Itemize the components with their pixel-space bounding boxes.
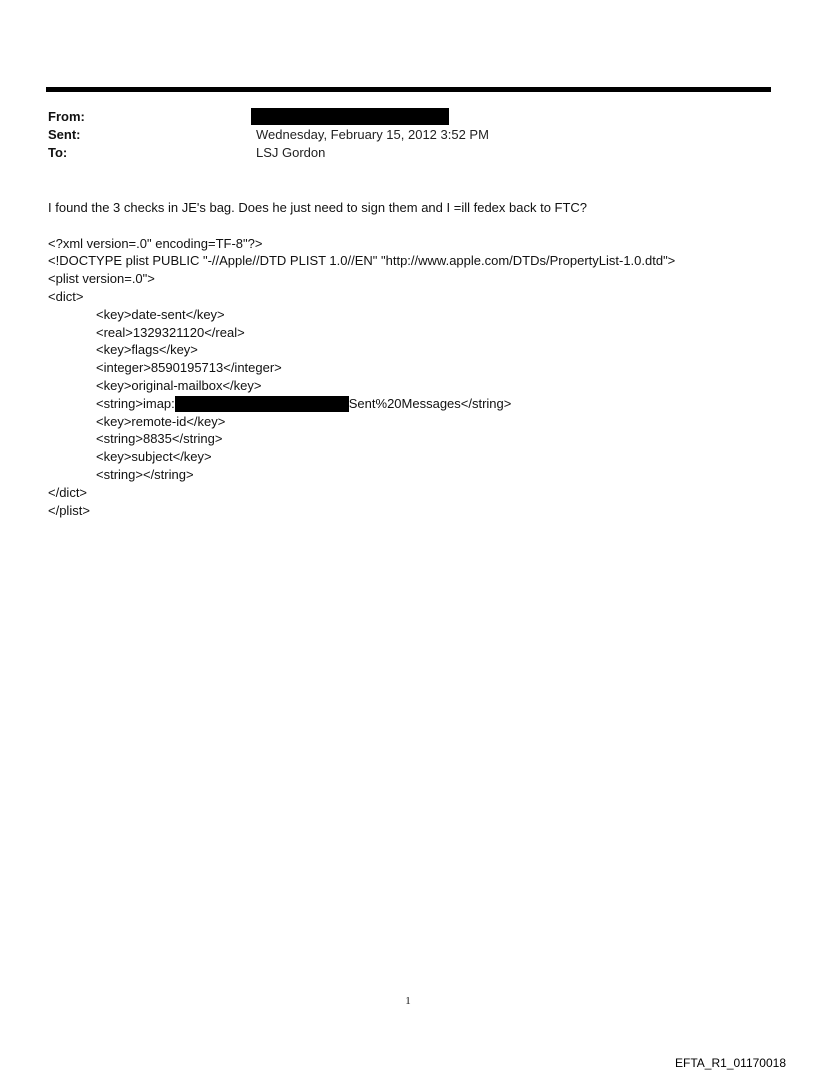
email-header bbox=[48, 108, 748, 162]
plist-key-subject: <key>subject</key> bbox=[96, 449, 212, 465]
plist-key-date-sent: <key>date-sent</key> bbox=[96, 306, 225, 322]
sent-value: Wednesday, February 15, 2012 3:52 PM bbox=[256, 127, 489, 142]
plist-imap-line bbox=[48, 395, 768, 413]
to-value: LSJ Gordon bbox=[256, 145, 326, 160]
plist-key-flags: <key>flags</key> bbox=[96, 342, 198, 358]
imap-suffix: Sent%20Messages</string> bbox=[348, 395, 512, 411]
plist-doctype: <!DOCTYPE plist PUBLIC "-//Apple//DTD PLIST 1.0//EN" "http://www.apple.com/DTDs/PropertyList-1.0.dtd"> bbox=[48, 253, 676, 269]
from-redaction bbox=[251, 108, 449, 125]
to-row bbox=[48, 144, 748, 162]
plist-integer-value: <integer>8590195713</integer> bbox=[96, 360, 282, 376]
header-divider bbox=[46, 87, 771, 92]
plist-open-tag: <plist version=.0"> bbox=[48, 271, 155, 287]
message-body: I found the 3 checks in JE's bag. Does he just need to sign them and I =ill fedex back to FTC? bbox=[48, 200, 588, 215]
plist-real-value: <real>1329321120</real> bbox=[96, 324, 245, 340]
plist-subject-value: <string></string> bbox=[96, 466, 194, 482]
page-number: 1 bbox=[405, 995, 411, 1007]
to-label: To: bbox=[48, 145, 68, 160]
blank-line bbox=[48, 217, 768, 235]
email-body bbox=[48, 199, 768, 519]
dict-close-tag: </dict> bbox=[48, 484, 88, 500]
sent-row bbox=[48, 126, 748, 144]
sent-label: Sent: bbox=[48, 127, 81, 142]
imap-prefix: <string>imap: bbox=[96, 395, 175, 411]
dict-open-tag: <dict> bbox=[48, 288, 84, 304]
from-label: From: bbox=[48, 109, 85, 124]
plist-close-tag: </plist> bbox=[48, 502, 90, 518]
imap-redaction bbox=[175, 396, 349, 412]
plist-key-original-mailbox: <key>original-mailbox</key> bbox=[96, 377, 262, 393]
from-row bbox=[48, 108, 748, 126]
plist-key-remote-id: <key>remote-id</key> bbox=[96, 413, 226, 429]
document-id: EFTA_R1_01170018 bbox=[675, 1056, 786, 1070]
plist-remote-id-value: <string>8835</string> bbox=[96, 431, 223, 447]
plist-xml-declaration: <?xml version=.0" encoding=TF-8"?> bbox=[48, 235, 263, 251]
